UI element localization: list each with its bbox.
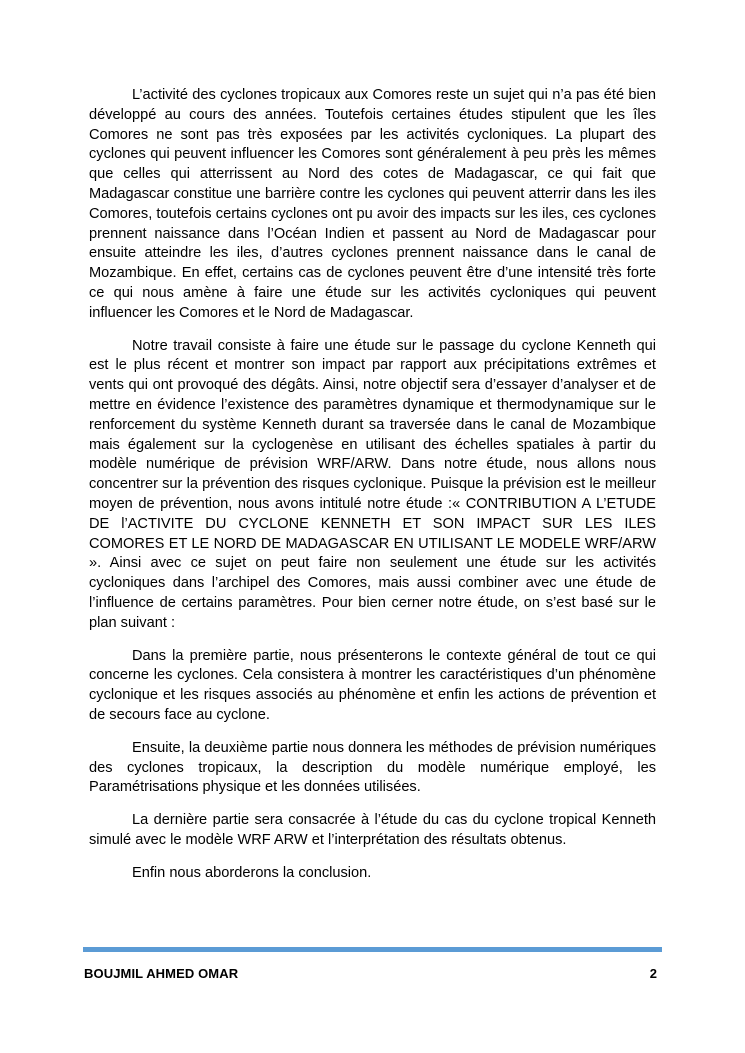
footer-author: BOUJMIL AHMED OMAR [84,966,239,981]
paragraph-objective: Notre travail consiste à faire une étude sur le passage du cyclone Kenneth qui est le plus récent et montrer son impact par rapport aux précipitations extrêmes et vents qui ont provoqué des dégâts. Ainsi, notre objectif sera d’essayer d’analyser et de mettre en évidence l’existence des paramètres dynamique et thermodynamique sur le renforcement du système Kenneth durant sa traversée dans le canal de Mozambique mais également sur la cyclogenèse en utilisant des échelles spatiales à partir du modèle numérique de prévision WRF/ARW. Dans notre étude, nous allons nous concentrer sur la prévention des risques cyclonique. Puisque la prévision est le meilleur moyen de prévention, nous avons intitulé notre étude :« CONTRIBUTION A L’ETUDE DE l’ACTIVITE DU CYCLONE KENNETH ET SON IMPACT SUR LES ILES COMORES ET LE NORD DE MADAGASCAR EN UTILISANT LE MODELE WRF/ARW ». Ainsi avec ce sujet on peut faire non seulement une étude sur les activités cycloniques dans l’archipel des Comores, mais aussi combiner avec une étude de l’influence de certains paramètres. Pour bien cerner notre étude, on s’est basé sur le plan suivant : [89,337,656,631]
paragraph-part-one: Dans la première partie, nous présenterons le contexte général de tout ce qui concerne les cyclones. Cela consistera à montrer les caractéristiques d’un phénomène cyclonique et les risques associés au phénomène et enfin les actions de prévention et de secours face au cyclone. [89,647,656,723]
footer-divider [83,947,662,952]
paragraph-conclusion: Enfin nous aborderons la conclusion. [132,864,372,881]
document-body [89,86,656,896]
paragraph-part-three: La dernière partie sera consacrée à l’étude du cas du cyclone tropical Kenneth simulé avec le modèle WRF ARW et l’interprétation des résultats obtenus. [89,812,656,848]
paragraph-intro: L’activité des cyclones tropicaux aux Comores reste un sujet qui n’a pas été bien développé au cours des années. Toutefois certaines études stipulent que les îles Comores ne sont pas très exposées par les activités cycloniques. La plupart des cyclones qui peuvent influencer les Comores sont généralement à peu près les mêmes que celles qui atterrissent au Nord des cotes de Madagascar, ce qui fait que Madagascar constitue une barrière contre les cyclones qui peuvent atterrir dans les iles Comores, toutefois certains cyclones ont pu avoir des impacts sur les iles, ces cyclones prennent naissance dans l’Océan Indien et passent au Nord de Madagascar pour ensuite atteindre les iles, d’autres cyclones prennent naissance dans le canal de Mozambique. En effet, certains cas de cyclones peuvent être d’une intensité très forte ce qui nous amène à faire une étude sur les activités cycloniques qui peuvent influencer les Comores et le Nord de Madagascar. [89,87,656,321]
page-number: 2 [649,966,657,981]
paragraph-part-two: Ensuite, la deuxième partie nous donnera les méthodes de prévision numériques des cyclones tropicaux, la description du modèle numérique employé, les Paramétrisations physique et les données utilisées. [89,739,656,796]
